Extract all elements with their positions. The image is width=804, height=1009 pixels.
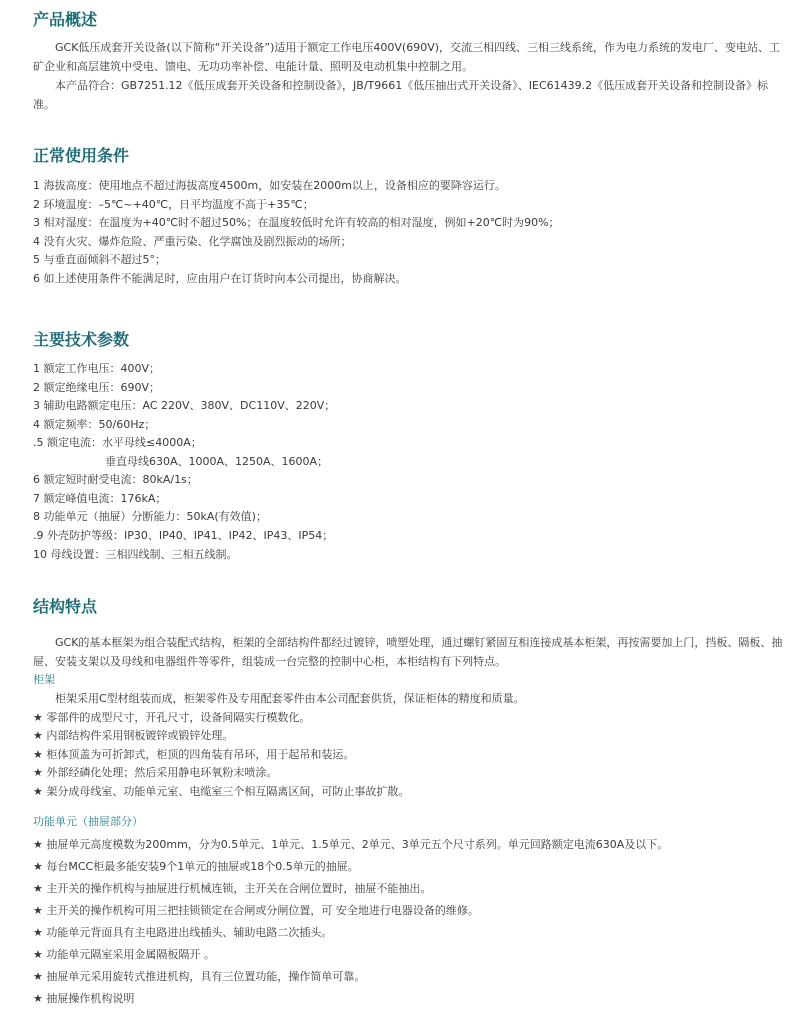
condition-item: 4 没有火灾、爆炸危险、严重污染、化学腐蚀及剧烈振动的场所； bbox=[33, 235, 352, 248]
condition-item: 1 海拔高度：使用地点不超过海拔高度4500m，如安装在2000m以上，设备相应的要降容运行。 bbox=[33, 179, 506, 192]
unit-feature: ★ 主开关的操作机构与抽屉进行机械连锁，主开关在合闸位置时，抽屉不能抽出。 bbox=[33, 882, 432, 895]
unit-feature: ★ 主开关的操作机构可用三把挂锁锁定在合闸或分闸位置，可 安全地进行电器设备的维修。 bbox=[33, 904, 479, 917]
param-item: .9 外壳防护等级：IP30、IP40、IP41、IP42、IP43、IP54； bbox=[33, 529, 334, 542]
unit-feature: ★ 功能单元背面具有主电路进出线插头、辅助电路二次插头。 bbox=[33, 926, 333, 939]
overview-paragraph-1: GCK低压成套开关设备(以下简称“开关设备”)适用于额定工作电压400V(690V)，交流三相四线、三相三线系统，作为电力系统的发电厂、变电站、工矿企业和高层建筑中受电、馈电、无功功率补偿、电能计量、照明及电动机集中控制之用。 bbox=[33, 41, 781, 73]
condition-item: 2 环境温度：–5℃~+40℃，日平均温度不高于+35℃； bbox=[33, 198, 314, 211]
cabinet-feature: ★ 外部经磷化处理；然后采用静电环氧粉末喷涂。 bbox=[33, 766, 278, 779]
condition-item: 6 如上述使用条件不能满足时，应由用户在订货时向本公司提出，协商解决。 bbox=[33, 272, 407, 285]
param-item: 4 额定频率：50/60Hz； bbox=[33, 418, 156, 431]
condition-item: 5 与垂直面倾斜不超过5°； bbox=[33, 253, 166, 266]
section-title-structure: 结构特点 bbox=[33, 597, 98, 616]
param-item: 10 母线设置：三相四线制、三相五线制。 bbox=[33, 548, 238, 561]
unit-feature: ★ 抽屉单元高度模数为200mm，分为0.5单元、1单元、1.5单元、2单元、3单元五个尺寸系列。单元回路额定电流630A及以下。 bbox=[33, 838, 669, 851]
section-title-params: 主要技术参数 bbox=[33, 330, 130, 349]
cabinet-feature: ★ 柜体顶盖为可折卸式，柜顶的四角装有吊环，用于起吊和装运。 bbox=[33, 748, 355, 761]
param-item: 2 额定绝缘电压：690V； bbox=[33, 381, 161, 394]
condition-item: 3 相对湿度：在温度为+40℃时不超过50%；在温度较低时允许有较高的相对湿度，例如+20℃时为90%； bbox=[33, 216, 560, 229]
param-item: .5 额定电流：水平母线≤4000A； bbox=[33, 436, 202, 449]
param-item: 3 辅助电路额定电压：AC 220V、380V、DC110V、220V； bbox=[33, 399, 336, 412]
unit-feature: ★ 每台MCC柜最多能安装9个1单元的抽屉或18个0.5单元的抽屉。 bbox=[33, 860, 359, 873]
subsection-title-function-unit: 功能单元（抽屉部分） bbox=[33, 815, 143, 828]
cabinet-feature: ★ 内部结构件采用钢板镀锌或锻锌处理。 bbox=[33, 729, 234, 742]
cabinet-feature: ★ 零部件的成型尺寸，开孔尺寸，设备间隔实行模数化。 bbox=[33, 711, 311, 724]
structure-intro: GCK的基本框架为组合装配式结构，柜架的全部结构件都经过镀锌，喷塑处理，通过螺钉紧固互相连接成基本柜架，再按需要加上门，挡板、隔板、抽屉、安装支架以及母线和电器组件等零件，组装成一台完整的控制中心柜，本柜结构有下列特点。 bbox=[33, 636, 783, 668]
param-item: 7 额定峰值电流：176kA； bbox=[33, 492, 167, 505]
section-title-overview: 产品概述 bbox=[33, 10, 98, 29]
section-title-conditions: 正常使用条件 bbox=[33, 146, 130, 165]
cabinet-intro: 柜架采用C型材组装而成，柜架零件及专用配套零件由本公司配套供货，保证柜体的精度和质量。 bbox=[55, 692, 525, 705]
unit-feature: ★ 抽屉操作机构说明 bbox=[33, 992, 135, 1005]
param-item: 6 额定短时耐受电流：80kA/1s； bbox=[33, 473, 198, 486]
subsection-title-cabinet: 柜架 bbox=[33, 673, 55, 686]
unit-feature: ★ 功能单元隔室采用金属隔板隔开 。 bbox=[33, 948, 215, 961]
overview-paragraph-2: 本产品符合：GB7251.12《低压成套开关设备和控制设备》，JB/T9661《低压抽出式开关设备》、IEC61439.2《低压成套开关设备和控制设备》标准。 bbox=[33, 79, 769, 111]
cabinet-feature: ★ 架分成母线室、功能单元室、电缆室三个相互隔离区间，可防止事故扩散。 bbox=[33, 785, 410, 798]
param-item: 8 功能单元（抽屉）分断能力：50kA(有效值)； bbox=[33, 510, 267, 523]
param-item: 垂直母线630A、1000A、1250A、1600A； bbox=[105, 455, 329, 468]
param-item: 1 额定工作电压：400V； bbox=[33, 362, 161, 375]
unit-feature: ★ 抽屉单元采用旋转式推进机构，具有三位置功能，操作简单可靠。 bbox=[33, 970, 366, 983]
